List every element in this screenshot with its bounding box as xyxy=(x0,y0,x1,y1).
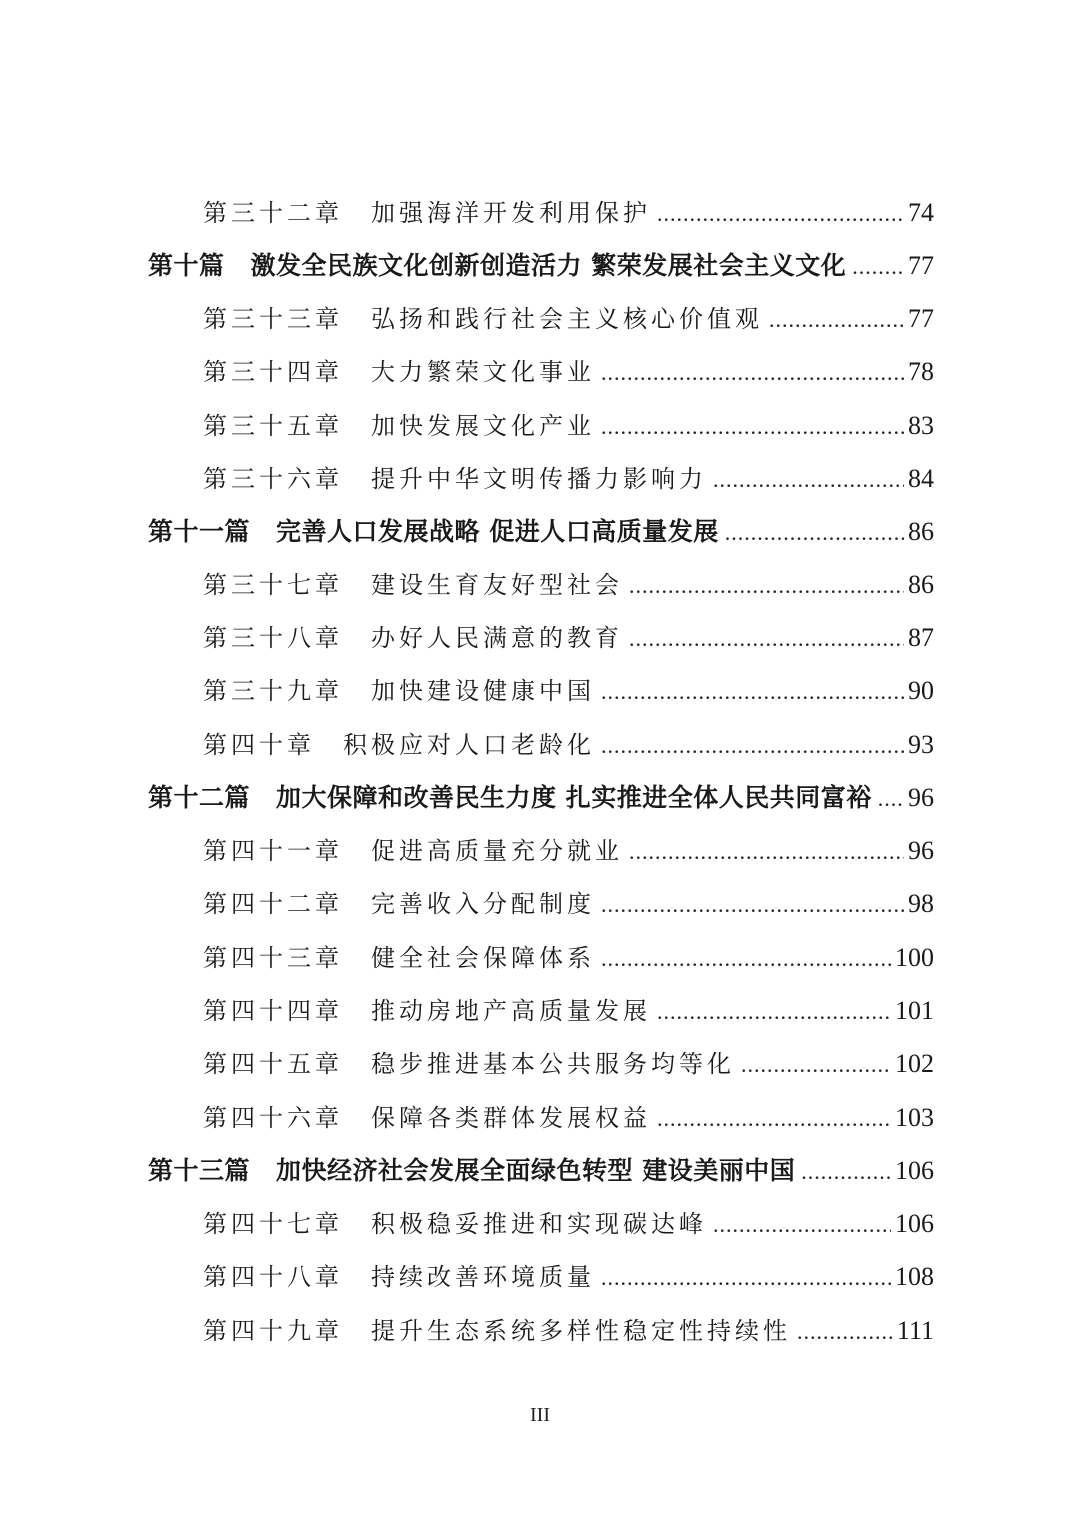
toc-entry-page: 111 xyxy=(896,1316,934,1345)
toc-entry-chapter-46[interactable] xyxy=(203,1098,934,1138)
toc-entry-number: 第三十四章 xyxy=(203,358,343,386)
toc-entry-chapter-40[interactable] xyxy=(203,725,934,765)
toc-entry-page: 74 xyxy=(908,198,934,227)
toc-entry-chapter-36[interactable] xyxy=(203,459,934,499)
toc-entry-title: 大力繁荣文化事业 xyxy=(371,358,595,386)
toc-entry-number: 第十二篇 xyxy=(148,783,251,812)
dot-leader xyxy=(741,1045,891,1084)
dot-leader xyxy=(601,939,891,978)
toc-entry-chapter-41[interactable] xyxy=(203,831,934,871)
page-number: III xyxy=(530,1404,550,1426)
toc-entry-title: 积极应对人口老龄化 xyxy=(343,731,595,759)
toc-entry-chapter-49[interactable] xyxy=(203,1311,934,1351)
toc-entry-chapter-47[interactable] xyxy=(203,1204,934,1244)
dot-leader xyxy=(601,353,904,392)
dot-leader xyxy=(629,566,904,605)
toc-entry-number: 第四十章 xyxy=(203,731,315,759)
toc-entry-part-10[interactable] xyxy=(148,246,934,286)
dot-leader xyxy=(629,619,904,658)
toc-entry-number: 第三十五章 xyxy=(203,412,343,440)
dot-leader xyxy=(601,726,904,765)
toc-entry-number: 第三十九章 xyxy=(203,677,343,705)
dot-leader xyxy=(797,1312,893,1351)
toc-entry-title: 稳步推进基本公共服务均等化 xyxy=(371,1050,735,1078)
toc-entry-title: 提升中华文明传播力影响力 xyxy=(371,465,707,493)
toc-entry-chapter-42[interactable] xyxy=(203,884,934,924)
toc-entry-part-13[interactable] xyxy=(148,1151,934,1191)
toc-entry-number: 第四十五章 xyxy=(203,1050,343,1078)
toc-entry-part-12[interactable] xyxy=(148,778,934,818)
toc-entry-title: 加大保障和改善民生力度 扎实推进全体人民共同富裕 xyxy=(276,783,872,812)
dot-leader xyxy=(878,779,904,818)
toc-entry-chapter-48[interactable] xyxy=(203,1257,934,1297)
toc-entry-page: 106 xyxy=(895,1156,934,1185)
toc-entry-number: 第三十六章 xyxy=(203,465,343,493)
toc-entry-page: 77 xyxy=(908,251,934,280)
toc-entry-title: 健全社会保障体系 xyxy=(371,944,595,972)
toc-entry-page: 87 xyxy=(908,623,934,652)
toc-entry-title: 建设生育友好型社会 xyxy=(371,571,623,599)
toc-entry-number: 第十篇 xyxy=(148,251,225,280)
toc-entry-page: 108 xyxy=(895,1262,934,1291)
toc-entry-title: 加快经济社会发展全面绿色转型 建设美丽中国 xyxy=(276,1156,796,1185)
toc-entry-page: 84 xyxy=(908,464,934,493)
dot-leader xyxy=(713,460,904,499)
toc-entry-number: 第四十二章 xyxy=(203,890,343,918)
dot-leader xyxy=(657,992,891,1031)
toc-entry-page: 78 xyxy=(908,357,934,386)
dot-leader xyxy=(601,672,904,711)
toc-entry-title: 加强海洋开发利用保护 xyxy=(371,199,651,227)
toc-entry-page: 96 xyxy=(908,783,934,812)
toc-entry-number: 第四十一章 xyxy=(203,837,343,865)
toc-entry-chapter-44[interactable] xyxy=(203,991,934,1031)
toc-entry-chapter-34[interactable] xyxy=(203,352,934,392)
toc-entry-number: 第四十三章 xyxy=(203,944,343,972)
toc-entry-number: 第四十四章 xyxy=(203,997,343,1025)
toc-entry-page: 96 xyxy=(908,836,934,865)
toc-entry-title: 积极稳妥推进和实现碳达峰 xyxy=(371,1210,707,1238)
toc-entry-number: 第三十八章 xyxy=(203,624,343,652)
toc-entry-title: 办好人民满意的教育 xyxy=(371,624,623,652)
toc-entry-number: 第四十九章 xyxy=(203,1317,343,1345)
dot-leader xyxy=(601,1258,891,1297)
toc-entry-number: 第三十二章 xyxy=(203,199,343,227)
toc-entry-page: 90 xyxy=(908,676,934,705)
dot-leader xyxy=(657,1099,891,1138)
dot-leader xyxy=(601,407,904,446)
toc-entry-number: 第十一篇 xyxy=(148,517,251,546)
toc-entry-page: 98 xyxy=(908,889,934,918)
toc-entry-title: 弘扬和践行社会主义核心价值观 xyxy=(371,305,763,333)
toc-entry-number: 第四十七章 xyxy=(203,1210,343,1238)
toc-entry-page: 100 xyxy=(895,943,934,972)
toc-entry-title: 保障各类群体发展权益 xyxy=(371,1104,651,1132)
dot-leader xyxy=(769,300,904,339)
toc-entry-title: 激发全民族文化创新创造活力 繁荣发展社会主义文化 xyxy=(250,251,847,280)
dot-leader xyxy=(601,885,904,924)
toc-entry-chapter-38[interactable] xyxy=(203,618,934,658)
toc-entry-chapter-33[interactable] xyxy=(203,299,934,339)
toc-entry-number: 第三十三章 xyxy=(203,305,343,333)
toc-entry-chapter-43[interactable] xyxy=(203,938,934,978)
toc-entry-title: 推动房地产高质量发展 xyxy=(371,997,651,1025)
toc-entry-page: 103 xyxy=(895,1103,934,1132)
toc-entry-number: 第四十八章 xyxy=(203,1263,343,1291)
toc-entry-page: 101 xyxy=(895,996,934,1025)
dot-leader xyxy=(713,1205,891,1244)
toc-entry-title: 提升生态系统多样性稳定性持续性 xyxy=(371,1317,791,1345)
toc-entry-chapter-39[interactable] xyxy=(203,671,934,711)
toc-entry-number: 第四十六章 xyxy=(203,1104,343,1132)
toc-entry-number: 第三十七章 xyxy=(203,571,343,599)
dot-leader xyxy=(725,513,904,552)
toc-entry-page: 93 xyxy=(908,730,934,759)
toc-entry-number: 第十三篇 xyxy=(148,1156,251,1185)
toc-entry-chapter-35[interactable] xyxy=(203,406,934,446)
toc-entry-title: 加快建设健康中国 xyxy=(371,677,595,705)
toc-entry-title: 加快发展文化产业 xyxy=(371,412,595,440)
toc-entry-title: 促进高质量充分就业 xyxy=(371,837,623,865)
toc-entry-page: 86 xyxy=(908,517,934,546)
toc-entry-chapter-37[interactable] xyxy=(203,565,934,605)
dot-leader xyxy=(629,832,904,871)
toc-entry-part-11[interactable] xyxy=(148,512,934,552)
toc-entry-title: 完善收入分配制度 xyxy=(371,890,595,918)
dot-leader xyxy=(657,194,904,233)
toc-entry-title: 完善人口发展战略 促进人口高质量发展 xyxy=(276,517,719,546)
toc-entry-page: 106 xyxy=(895,1209,934,1238)
dot-leader xyxy=(852,247,904,286)
toc-entry-page: 83 xyxy=(908,411,934,440)
toc-entry-title: 持续改善环境质量 xyxy=(371,1263,595,1291)
toc-entry-page: 86 xyxy=(908,570,934,599)
toc-entry-page: 102 xyxy=(895,1049,934,1078)
toc-entry-page: 77 xyxy=(908,304,934,333)
toc-entry-chapter-45[interactable] xyxy=(203,1044,934,1084)
dot-leader xyxy=(801,1152,891,1191)
toc-entry-chapter-32[interactable] xyxy=(203,193,934,233)
